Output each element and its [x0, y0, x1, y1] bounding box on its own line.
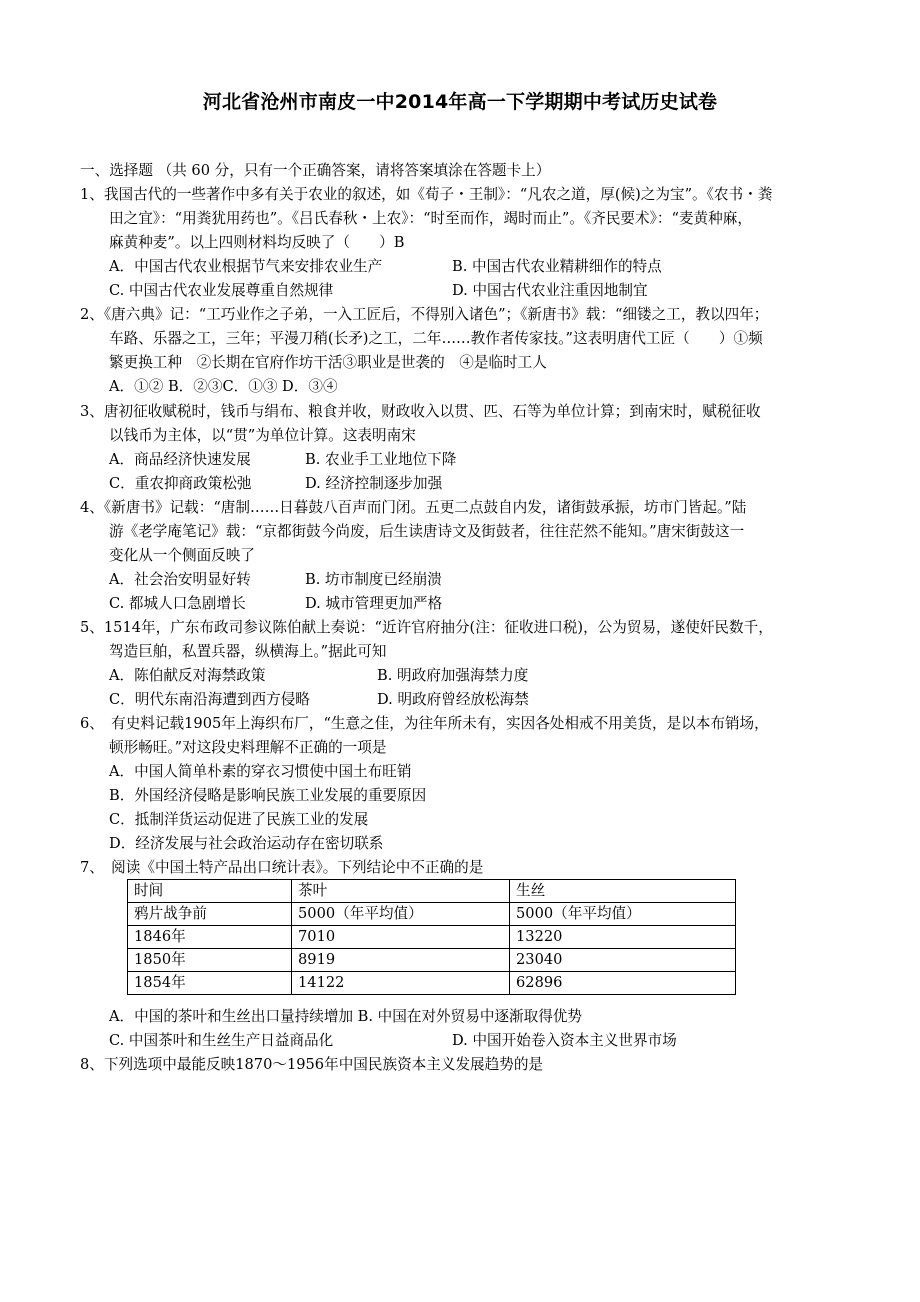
table-cell: 5000（年平均值） — [292, 903, 510, 926]
q2-options: A．①② B．②③C．①③ D．③④ — [109, 378, 338, 395]
table-cell: 62896 — [510, 972, 736, 995]
q1-option-d: D. 中国古代农业注重因地制宜 — [452, 282, 648, 299]
q4-option-b: B. 坊市制度已经崩溃 — [305, 571, 442, 588]
q1-stem-line3: 麻黄种麦”。以上四则材料均反映了（ ）B — [109, 234, 405, 251]
q3-option-b: B. 农业手工业地位下降 — [305, 451, 457, 468]
q1-stem-line2: 田之宜》：“用粪犹用药也”。《吕氏春秋・上农》：“时至而作，竭时而止”。《齐民要术》：“麦黄种麻， — [109, 210, 752, 227]
q4-stem-line2: 游《老学庵笔记》载：“京都街鼓今尚废，后生读唐诗文及街鼓者，往往茫然不能知。”唐宋街鼓这一 — [109, 523, 745, 540]
q4-option-c: C. 都城人口急剧增长 — [109, 595, 246, 612]
q7-option-ab: A．中国的茶叶和生丝出口量持续增加 B. 中国在对外贸易中逐渐取得优势 — [109, 1008, 582, 1025]
q5-stem-line1: 5、1514年，广东布政司参议陈伯献上奏说：“近许官府抽分(注：征收进口税)，公为贸易，遂使奸民数千， — [80, 619, 773, 636]
q1-stem-line1: 1、我国古代的一些著作中多有关于农业的叙述，如《荀子・王制》：“凡农之道，厚(候)之为宝”。《农书・粪 — [80, 186, 773, 203]
table-cell: 1846年 — [128, 926, 292, 949]
table-header-cell: 茶叶 — [292, 880, 510, 903]
q2-stem-line1: 2、《唐六典》记：“工巧业作之子弟，一入工匠后，不得别入诸色”；《新唐书》载：“细镂之工，教以四年； — [80, 306, 769, 323]
exam-title: 河北省沧州市南皮一中2014年高一下学期期中考试历史试卷 — [202, 91, 718, 113]
q8-stem: 8、下列选项中最能反映1870～1956年中国民族资本主义发展趋势的是 — [80, 1056, 544, 1073]
q2-stem-line3: 繁更换工种 ②长期在官府作坊干活③职业是世袭的 ④是临时工人 — [109, 354, 547, 371]
q3-option-c: C．重农抑商政策松弛 — [109, 475, 252, 492]
table-row — [128, 972, 736, 995]
q1-option-c: C. 中国古代农业发展尊重自然规律 — [109, 282, 334, 299]
q5-option-d: D. 明政府曾经放松海禁 — [377, 691, 529, 708]
table-cell: 13220 — [510, 926, 736, 949]
q5-option-b: B. 明政府加强海禁力度 — [377, 667, 529, 684]
q2-stem-line2: 车路、乐器之工，三年；平漫刀稍(长矛)之工，二年……教作者传家技。”这表明唐代工匠（ ）①频 — [109, 330, 763, 347]
table-cell: 5000（年平均值） — [510, 903, 736, 926]
q5-stem-line2: 驾造巨舶，私置兵器，纵横海上。”据此可知 — [109, 643, 387, 660]
q7-option-d: D. 中国开始卷入资本主义世界市场 — [452, 1032, 677, 1049]
export-stats-table — [127, 879, 736, 995]
q6-option-a: A．中国人简单朴素的穿衣习惯使中国土布旺销 — [109, 763, 412, 780]
q3-stem-line1: 3、唐初征收赋税时，钱币与绢布、粮食并收，财政收入以贯、匹、石等为单位计算；到南宋时，赋税征收 — [80, 403, 761, 420]
table-cell: 7010 — [292, 926, 510, 949]
table-header-cell: 时间 — [128, 880, 292, 903]
table-cell: 鸦片战争前 — [128, 903, 292, 926]
q5-option-c: C．明代东南沿海遭到西方侵略 — [109, 691, 310, 708]
q5-option-a: A．陈伯献反对海禁政策 — [109, 667, 266, 684]
table-cell: 1850年 — [128, 949, 292, 972]
section-heading: 一、选择题 （共 60 分，只有一个正确答案，请将答案填涂在答题卡上） — [80, 162, 551, 179]
table-cell: 8919 — [292, 949, 510, 972]
q7-stem: 7、 阅读《中国土特产品出口统计表》。下列结论中不正确的是 — [80, 859, 484, 876]
q4-option-d: D. 城市管理更加严格 — [305, 595, 443, 612]
table-row — [128, 903, 736, 926]
q1-option-b: B. 中国古代农业精耕细作的特点 — [452, 258, 662, 275]
table-row — [128, 949, 736, 972]
q3-option-a: A．商品经济快速发展 — [109, 451, 251, 468]
q4-stem-line3: 变化从一个侧面反映了 — [109, 547, 255, 564]
table-row — [128, 926, 736, 949]
q3-stem-line2: 以钱币为主体，以“贯”为单位计算。这表明南宋 — [109, 427, 416, 444]
q4-option-a: A．社会治安明显好转 — [109, 571, 251, 588]
q6-stem-line2: 顿形畅旺。”对这段史料理解不正确的一项是 — [109, 739, 387, 756]
q6-option-b: B．外国经济侵略是影响民族工业发展的重要原因 — [109, 787, 427, 804]
table-cell: 1854年 — [128, 972, 292, 995]
q6-option-d: D．经济发展与社会政治运动存在密切联系 — [109, 835, 384, 852]
q4-stem-line1: 4、《新唐书》记载：“唐制……日暮鼓八百声而门闭。五更二点鼓自内发，诸街鼓承振，坊市门皆起。”陆 — [80, 499, 747, 516]
q6-option-c: C．抵制洋货运动促进了民族工业的发展 — [109, 811, 369, 828]
table-header-row — [128, 880, 736, 903]
table-cell: 14122 — [292, 972, 510, 995]
q3-option-d: D. 经济控制逐步加强 — [305, 475, 443, 492]
table-cell: 23040 — [510, 949, 736, 972]
q1-option-a: A．中国古代农业根据节气来安排农业生产 — [109, 258, 383, 275]
table-header-cell: 生丝 — [510, 880, 736, 903]
q6-stem-line1: 6、 有史料记载1905年上海织布厂，“生意之佳，为往年所未有，实因各处相戒不用美货，是以本布销场， — [80, 715, 769, 732]
q7-option-c: C. 中国茶叶和生丝生产日益商品化 — [109, 1032, 334, 1049]
